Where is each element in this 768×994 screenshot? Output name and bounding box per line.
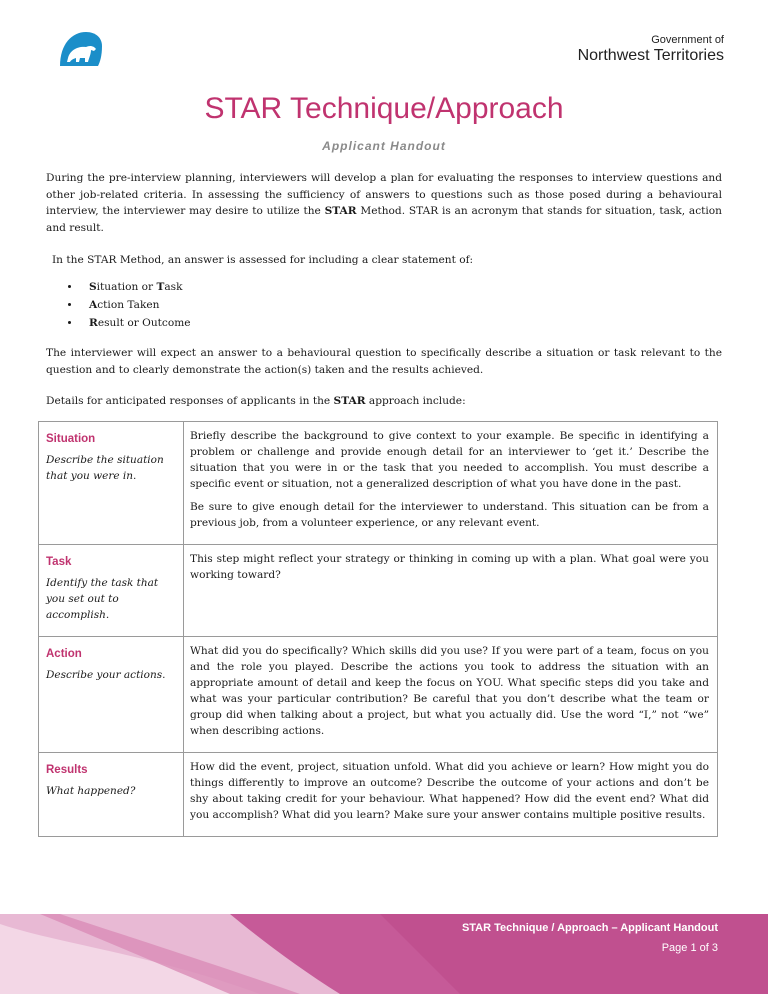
footer-page-number: Page 1 of 3	[661, 942, 718, 954]
row-label-cell	[39, 422, 184, 545]
list-item: • Situation or Task	[81, 278, 191, 296]
row-body: Be sure to give enough detail for the interviewer to understand. This situation can be from a previous job, from a volunteer experience, or any relevant event.	[190, 501, 709, 529]
government-wordmark	[578, 34, 724, 65]
star-table	[38, 421, 718, 837]
row-description: What happened?	[46, 785, 136, 797]
row-label-cell	[39, 753, 184, 837]
row-description: Describe your actions.	[46, 669, 166, 681]
gov-line1: Government of	[651, 34, 724, 46]
table-row	[39, 637, 718, 753]
row-description: Describe the situation that you were in.	[46, 454, 164, 482]
page-subtitle: Applicant Handout	[322, 139, 446, 153]
intro-paragraph-2: In the STAR Method, an answer is assessed for including a clear statement of:	[52, 254, 474, 266]
gnwt-logo	[58, 28, 104, 68]
list-item: • Action Taken	[81, 296, 191, 314]
row-body: This step might reflect your strategy or thinking in coming up with a plan. What goal were you working toward?	[190, 553, 709, 581]
row-content-cell	[184, 637, 718, 753]
row-heading: Task	[46, 556, 72, 568]
row-content-cell	[184, 545, 718, 637]
row-description: Identify the task that you set out to accomplish.	[46, 577, 159, 621]
paragraph-3: The interviewer will expect an answer to a behavioural question to specifically describe a situation or task relevant to the question and to clearly demonstrate the action(s) taken and the results achieved.	[46, 347, 722, 376]
gov-line2: Northwest Territories	[577, 47, 724, 64]
paragraph-4: Details for anticipated responses of applicants in the STAR approach include:	[46, 395, 466, 407]
list-item: • Result or Outcome	[81, 314, 191, 332]
row-heading: Situation	[46, 433, 96, 445]
row-content-cell	[184, 753, 718, 837]
intro-paragraph-1: During the pre-interview planning, interviewers will develop a plan for evaluating the responses to interview questions and other job-related criteria. In assessing the sufficiency of answers to questions such as those posed during a behavioural interview, the interviewer may desire to utilize the STAR Method. STAR is an acronym that stands for situation, task, action and result.	[46, 172, 723, 234]
table-row	[39, 545, 718, 637]
row-body: How did the event, project, situation unfold. What did you achieve or learn? How might you do things differently to improve an outcome? Describe the outcome of your actions and don’t be shy about taking credit for your behaviour. What happened? How did the event end? What did you accomplish? What did you learn? Make sure your answer contains multiple positive results.	[190, 761, 709, 821]
row-heading: Action	[46, 648, 82, 660]
row-label-cell	[39, 545, 184, 637]
star-bullet-list	[46, 278, 191, 332]
table-row	[39, 753, 718, 837]
row-content-cell	[184, 422, 718, 545]
table-row	[39, 422, 718, 545]
page-title: STAR Technique/Approach	[204, 92, 564, 125]
row-label-cell	[39, 637, 184, 753]
row-heading: Results	[46, 764, 88, 776]
row-body: What did you do specifically? Which skills did you use? If you were part of a team, focus on you and the role you played. Describe the actions you took to address the situation with an appropriate amount of detail and keep the focus on YOU. What specific steps did you take and what was your particular contribution? Be careful that you don’t describe what the team or group did when talking about a project, but what you actually did. Use the word “I,” not “we” when describing actions.	[190, 645, 709, 737]
row-body: Briefly describe the background to give context to your example. Be specific in identifying a problem or challenge and provide enough detail for an interviewer to ‘get it.’ Describe the situation that you were in or the task that you needed to accomplish. You must describe a specific event or situation, not a generalized description of what you have done in the past.	[190, 430, 709, 490]
footer-title: STAR Technique / Approach – Applicant Handout	[461, 922, 718, 934]
